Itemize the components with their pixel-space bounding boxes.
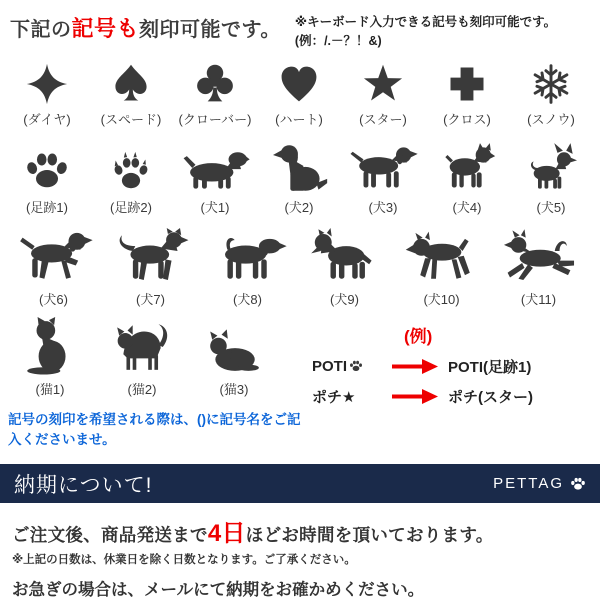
cat-2-icon (113, 316, 171, 376)
keyboard-note (295, 12, 556, 52)
symbol-label: (猫2) (127, 381, 157, 397)
title-highlight: 記号も (71, 16, 140, 41)
dog-1-icon (178, 142, 252, 194)
blue-instruction-note: 記号の刻印を希望される際は、()に記号名をご記入くださいませ。 (8, 411, 301, 447)
symbol-dog-7 (102, 228, 199, 308)
symbol-label: (犬7) (136, 291, 165, 307)
symbol-row-2 (0, 142, 600, 216)
example-1-before-text: POTI (312, 357, 348, 375)
symbol-label: (犬10) (423, 291, 460, 307)
example-1-before (312, 358, 390, 375)
cats-and-note (0, 316, 312, 451)
rush-note: お急ぎの場合は、メールにて納期をお確かめください。 (12, 581, 425, 600)
symbol-dog-3 (341, 142, 425, 216)
example-title: (例) (404, 326, 433, 346)
dog-10-icon (401, 228, 483, 286)
symbol-pawprint-1 (5, 142, 89, 216)
clover-icon (193, 62, 237, 106)
paw-icon (349, 359, 363, 373)
symbol-label: (犬9) (330, 291, 359, 307)
symbol-dog-1 (173, 142, 257, 216)
symbol-label: (スペード) (100, 111, 162, 127)
symbol-label: (猫3) (219, 381, 249, 397)
star-icon (361, 62, 405, 106)
banner-title: 納期について! (14, 473, 153, 497)
dog-5-icon (514, 142, 588, 194)
symbol-cross (425, 62, 509, 128)
symbol-heart (257, 62, 341, 128)
dog-11-icon (498, 228, 580, 286)
symbol-label: (ハート) (275, 111, 323, 127)
page-title (10, 12, 281, 43)
symbol-label: (クローバー) (178, 111, 252, 127)
dog-4-icon (430, 142, 504, 194)
symbol-label: (足跡1) (26, 199, 68, 215)
symbol-label: (犬5) (536, 199, 566, 215)
pettag-paw-icon (570, 476, 586, 492)
symbol-label: (足跡2) (110, 199, 152, 215)
example-2-before (312, 386, 390, 407)
keyboard-note-line1: ※キーボード入力できる記号も刻印可能です。 (294, 15, 557, 29)
symbol-diamond (5, 62, 89, 128)
example-block (312, 316, 600, 451)
symbol-dog-9 (296, 228, 393, 308)
symbol-row-1 (0, 62, 600, 128)
symbol-label: (犬1) (200, 199, 230, 215)
title-prefix: 下記の (10, 19, 72, 41)
symbol-label: (クロス) (443, 111, 491, 127)
symbol-star (341, 62, 425, 128)
dog-9-icon (304, 228, 386, 286)
cat-3-icon (205, 316, 263, 376)
delivery-line-prefix: ご注文後、商品発送まで (12, 525, 208, 546)
example-2-before-text: ポチ★ (312, 388, 356, 406)
symbol-dog-5 (509, 142, 593, 216)
title-suffix: 刻印可能です。 (139, 19, 281, 41)
pettag-logo (493, 475, 586, 492)
symbol-label: (犬4) (452, 199, 482, 215)
symbol-dog-11 (490, 228, 587, 308)
arrow-right-icon (392, 389, 438, 404)
symbol-label: (スター) (359, 111, 407, 127)
symbol-dog-4 (425, 142, 509, 216)
example-row-1 (312, 356, 600, 377)
symbol-label: (ダイヤ) (23, 111, 71, 127)
symbol-row-3 (0, 228, 600, 308)
symbol-spade (89, 62, 173, 128)
symbol-clover (173, 62, 257, 128)
symbol-label: (猫1) (35, 381, 65, 397)
example-2-after: ポチ(スター) (448, 388, 533, 406)
arrow-right-icon (392, 359, 438, 374)
dog-8-icon (207, 228, 289, 286)
dog-3-icon (346, 142, 420, 194)
delivery-line (12, 513, 588, 548)
dog-2-icon (262, 142, 336, 194)
heart-icon (277, 62, 321, 106)
symbol-dog-2 (257, 142, 341, 216)
symbol-label: (犬6) (39, 291, 68, 307)
pettag-logo-text: PETTAG (493, 475, 564, 493)
delivery-line-suffix: ほどお時間を頂いております。 (245, 525, 494, 546)
dog-6-icon (13, 228, 95, 286)
symbol-label: (犬8) (233, 291, 262, 307)
symbol-row-4 (0, 316, 312, 398)
footer-notes (0, 503, 600, 600)
symbol-pawprint-2 (89, 142, 173, 216)
snowflake-icon (529, 62, 573, 106)
symbol-dog-10 (393, 228, 490, 308)
pawprint-2-icon (108, 148, 154, 194)
symbol-cat-3 (188, 316, 280, 398)
symbol-label: (スノウ) (527, 111, 575, 127)
pawprint-1-icon (24, 148, 70, 194)
bottom-zone (0, 316, 600, 451)
symbol-dog-8 (199, 228, 296, 308)
symbol-label: (犬3) (368, 199, 398, 215)
holiday-note: ※上記の日数は、休業日を除く日数となります。ご了承ください。 (12, 554, 356, 567)
symbol-label: (犬2) (284, 199, 314, 215)
delivery-days-highlight: 4日 (207, 520, 246, 548)
keyboard-note-line2: (例：/.－？！&) (294, 34, 382, 49)
delivery-banner (0, 464, 600, 503)
symbol-label: (犬11) (520, 291, 557, 307)
symbol-snowflake (509, 62, 593, 128)
symbol-dog-6 (5, 228, 102, 308)
symbol-cat-2 (96, 316, 188, 398)
example-row-2 (312, 386, 600, 407)
header (0, 0, 600, 52)
dog-7-icon (110, 228, 192, 286)
cat-1-icon (21, 316, 79, 376)
symbol-cat-1 (4, 316, 96, 398)
cross-icon (445, 62, 489, 106)
spade-icon (109, 62, 153, 106)
diamond-sparkle-icon (25, 62, 69, 106)
example-1-after: POTI(足跡1) (448, 358, 532, 376)
